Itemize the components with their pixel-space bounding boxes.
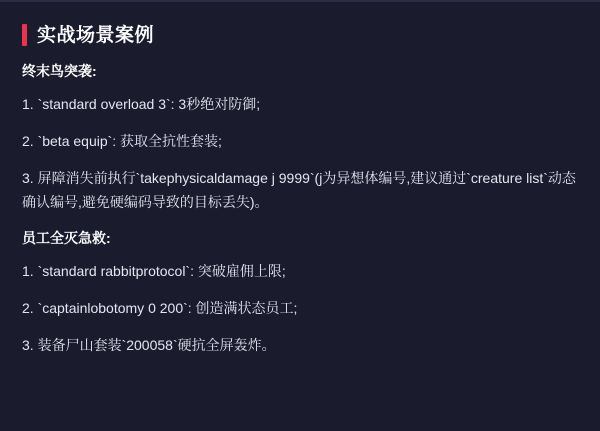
page-title-text: 实战场景案例 [37, 24, 155, 46]
list-item: 3. 屏障消失前执行`takephysicaldamage j 9999`(j为异想体编号,建议通过`creature list`动态确认编号,避免硬编码导致的目标丢失)。 [22, 170, 576, 211]
list-item: 2. `beta equip`: 获取全抗性套装; [22, 133, 222, 150]
top-divider [0, 0, 600, 2]
title-accent-bar [22, 24, 27, 46]
list-item: 2. `captainlobotomy 0 200`: 创造满状态员工; [22, 299, 298, 316]
list-item: 1. `standard rabbitprotocol`: 突破雇佣上限; [22, 262, 286, 279]
list-item: 3. 装备尸山套装`200058`硬抗全屏轰炸。 [22, 336, 276, 353]
section-heading: 终末鸟突袭: [22, 63, 97, 79]
section-boss-raid [22, 62, 578, 215]
section-heading: 员工全灭急救: [22, 229, 111, 246]
list-item: 1. `standard overload 3`: 3秒绝对防御; [22, 96, 261, 113]
section-employee-rescue [22, 229, 578, 357]
page-title [22, 24, 578, 46]
